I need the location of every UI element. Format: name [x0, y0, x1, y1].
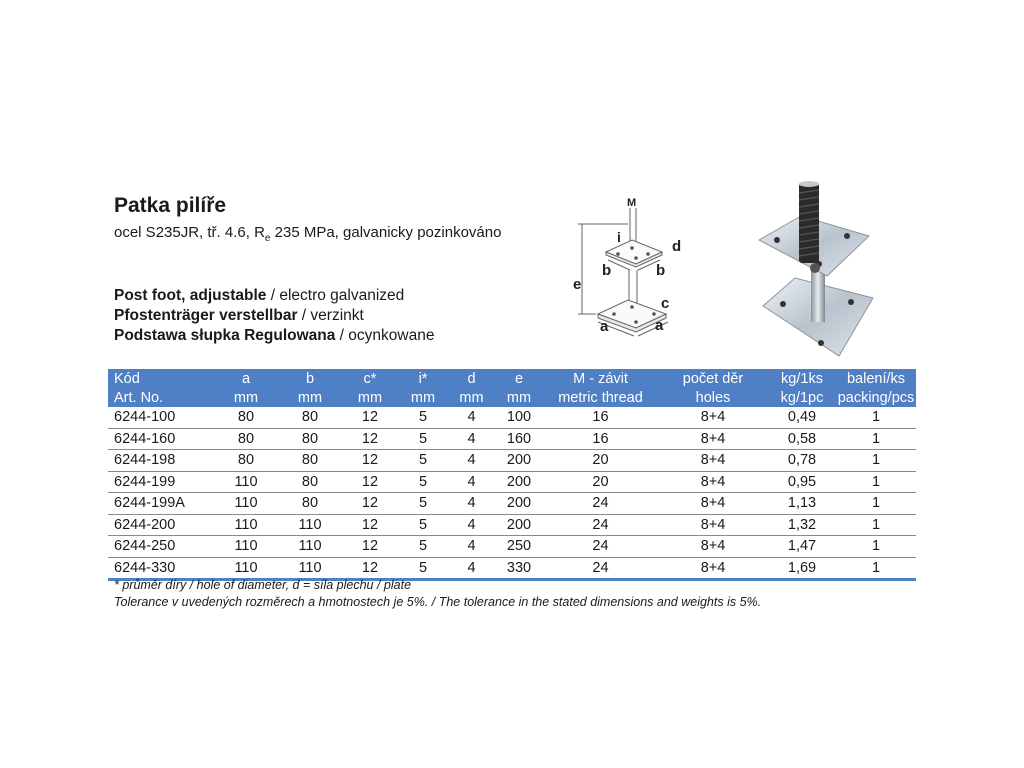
table-cell: 16 [543, 428, 658, 450]
table-cell: 110 [278, 557, 342, 580]
table-cell: 1 [836, 557, 916, 580]
col-header: mm [495, 388, 543, 407]
table-row [108, 557, 916, 580]
table-row [108, 407, 916, 428]
col-header: d [448, 369, 495, 388]
table-cell: 5 [398, 536, 448, 558]
table-row [108, 536, 916, 558]
material-spec: ocel S235JR, tř. 4.6, $R_e$ 235 MPa, galvanicky pozinkováno [114, 224, 502, 244]
table-cell: 110 [214, 514, 278, 536]
table-cell: 12 [342, 514, 398, 536]
name-pl: Podstawa słupka Regulowana / ocynkowane [114, 327, 435, 344]
table-cell: 1,69 [768, 557, 836, 580]
table-cell: 5 [398, 557, 448, 580]
col-header: b [278, 369, 342, 388]
table-cell: 110 [214, 557, 278, 580]
col-header: metric thread [543, 388, 658, 407]
table-cell: 12 [342, 407, 398, 428]
col-header: c* [342, 369, 398, 388]
table-cell: 6244-330 [108, 557, 214, 580]
table-cell: 80 [278, 471, 342, 493]
col-header: počet děr [658, 369, 768, 388]
table-cell: 12 [342, 493, 398, 515]
table-cell: 1 [836, 493, 916, 515]
table-cell: 12 [342, 450, 398, 472]
col-header: packing/pcs [837, 389, 915, 406]
table-cell: 8+4 [658, 407, 768, 428]
table-cell: 12 [342, 536, 398, 558]
label-m: M [627, 197, 637, 209]
table-cell: 1 [836, 514, 916, 536]
table-cell: 110 [214, 493, 278, 515]
table-cell: 24 [543, 493, 658, 515]
table-cell: 24 [543, 536, 658, 558]
table-cell: 8+4 [658, 493, 768, 515]
table-cell: 4 [448, 536, 495, 558]
table-cell: 4 [448, 471, 495, 493]
label-e: e [573, 276, 582, 293]
footnote-tolerance: Tolerance v uvedených rozměrech a hmotnostech je 5%. / The tolerance in the stated dimensions and weights is 5%. [114, 595, 762, 609]
table-cell: 110 [278, 536, 342, 558]
col-header: mm [278, 388, 342, 407]
table-cell: 1,13 [768, 493, 836, 515]
table-cell: 12 [342, 428, 398, 450]
table-cell: 100 [495, 407, 543, 428]
table-cell: 1 [836, 450, 916, 472]
table-cell: 8+4 [658, 450, 768, 472]
col-header: a [214, 369, 278, 388]
col-header: balení/ks [836, 369, 916, 388]
table-cell: 80 [214, 428, 278, 450]
table-cell: 5 [398, 493, 448, 515]
col-header: M - závit [543, 369, 658, 388]
col-header: holes [658, 388, 768, 407]
table-cell: 5 [398, 514, 448, 536]
table-cell: 110 [278, 514, 342, 536]
table-cell: 8+4 [658, 557, 768, 580]
table-cell: 6244-100 [108, 407, 214, 428]
table-cell: 8+4 [658, 536, 768, 558]
product-photo [755, 178, 880, 368]
table-cell: 12 [342, 557, 398, 580]
table-cell: 6244-200 [108, 514, 214, 536]
table-cell: 0,49 [768, 407, 836, 428]
table-cell: 4 [448, 407, 495, 428]
table-cell: 4 [448, 428, 495, 450]
table-cell: 12 [342, 471, 398, 493]
col-header: e [495, 369, 543, 388]
table-cell: 1 [836, 471, 916, 493]
table-cell: 4 [448, 557, 495, 580]
table-cell: 80 [278, 493, 342, 515]
table-cell: 80 [214, 407, 278, 428]
table-cell: 330 [495, 557, 543, 580]
col-header: mm [342, 388, 398, 407]
table-cell: 4 [448, 450, 495, 472]
col-header: mm [214, 388, 278, 407]
col-header: mm [398, 388, 448, 407]
table-cell: 1,47 [768, 536, 836, 558]
header-row-cz [108, 369, 916, 388]
table-cell: 110 [214, 471, 278, 493]
table-row [108, 450, 916, 472]
table-cell: 0,95 [768, 471, 836, 493]
table-row [108, 493, 916, 515]
table-cell: 200 [495, 471, 543, 493]
col-header: Kód [108, 369, 214, 388]
label-a-left: a [600, 318, 609, 335]
table-cell: 1 [836, 536, 916, 558]
table-cell: 5 [398, 471, 448, 493]
label-b-left: b [602, 262, 612, 279]
col-header: kg/1ks [768, 369, 836, 388]
table-row [108, 514, 916, 536]
col-header: mm [448, 388, 495, 407]
table-cell: 80 [278, 407, 342, 428]
name-de: Pfostenträger verstellbar / verzinkt [114, 307, 364, 324]
table-cell: 16 [543, 407, 658, 428]
table-cell: 80 [278, 450, 342, 472]
table-cell: 1 [836, 407, 916, 428]
table-cell: 20 [543, 471, 658, 493]
col-header: Art. No. [108, 388, 214, 407]
table-cell: 110 [214, 536, 278, 558]
table-row [108, 471, 916, 493]
table-cell: 6244-198 [108, 450, 214, 472]
name-en: Post foot, adjustable / electro galvanized [114, 287, 405, 304]
table-cell: 80 [214, 450, 278, 472]
table-cell: 0,78 [768, 450, 836, 472]
product-names [114, 286, 434, 346]
table-cell: 0,58 [768, 428, 836, 450]
table-cell: 8+4 [658, 471, 768, 493]
table-cell: 5 [398, 428, 448, 450]
table-cell: 6244-199 [108, 471, 214, 493]
table-cell: 4 [448, 514, 495, 536]
header-row-en [108, 388, 916, 407]
table-cell: 8+4 [658, 514, 768, 536]
table-cell: 6244-199A [108, 493, 214, 515]
table-cell: 1 [836, 428, 916, 450]
table-cell: 4 [448, 493, 495, 515]
table-cell: 24 [543, 514, 658, 536]
table-cell: 200 [495, 450, 543, 472]
label-c: c [661, 295, 670, 312]
product-title: Patka pilíře [114, 194, 227, 217]
table-cell: 6244-250 [108, 536, 214, 558]
table-cell: 200 [495, 514, 543, 536]
table-row [108, 428, 916, 450]
dimension-table [108, 369, 916, 581]
label-d: d [672, 238, 682, 255]
table-cell: 20 [543, 450, 658, 472]
footnote-diameter: * průměr díry / hole of diameter, d = síla plechu / plate [114, 578, 412, 592]
col-header: i* [398, 369, 448, 388]
table-cell: 1,32 [768, 514, 836, 536]
label-a-right: a [655, 317, 664, 334]
table-cell: 200 [495, 493, 543, 515]
table-cell: 8+4 [658, 428, 768, 450]
dimension-diagram [570, 190, 700, 350]
table-cell: 160 [495, 428, 543, 450]
col-header: kg/1pc [768, 388, 836, 407]
table-cell: 24 [543, 557, 658, 580]
label-i: i [617, 229, 621, 245]
table-cell: 250 [495, 536, 543, 558]
table-cell: 6244-160 [108, 428, 214, 450]
table-cell: 5 [398, 407, 448, 428]
table-cell: 80 [278, 428, 342, 450]
table-cell: 5 [398, 450, 448, 472]
label-b-right: b [656, 262, 666, 279]
